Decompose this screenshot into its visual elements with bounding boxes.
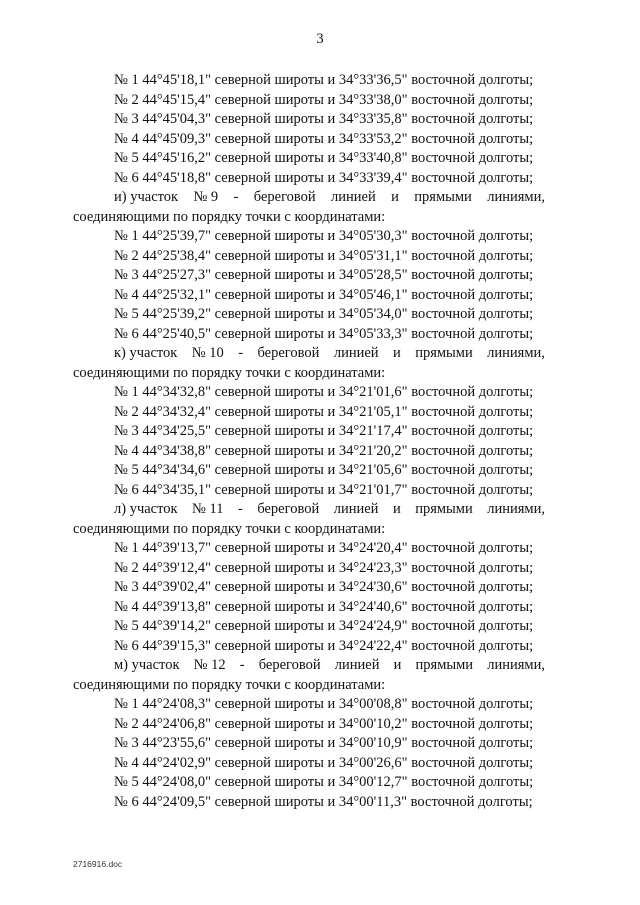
intro-word: линиями, bbox=[487, 189, 545, 205]
section-intro bbox=[73, 500, 545, 520]
coordinate-line: № 1 44°45'18,1" северной широты и 34°33'36,5" восточной долготы; bbox=[114, 72, 534, 88]
intro-word: линиями, bbox=[487, 345, 545, 361]
coordinate-line: № 5 44°25'39,2" северной широты и 34°05'34,0" восточной долготы; bbox=[114, 306, 534, 322]
section-intro-continuation: соединяющими по порядку точки с координатами: bbox=[73, 208, 386, 225]
intro-word: линией bbox=[333, 345, 379, 361]
coordinate-line: № 1 44°24'08,3" северной широты и 34°00'08,8" восточной долготы; bbox=[114, 696, 534, 712]
sections bbox=[73, 188, 545, 812]
intro-word: линией bbox=[334, 657, 380, 673]
intro-word: линией bbox=[333, 501, 379, 517]
intro-word: и bbox=[392, 501, 401, 517]
section-intro-continuation: соединяющими по порядку точки с координатами: bbox=[73, 520, 386, 537]
coordinate-line: № 4 44°34'38,8" северной широты и 34°21'20,2" восточной долготы; bbox=[114, 442, 534, 459]
coordinate-line: № 4 44°25'32,1" северной широты и 34°05'46,1" восточной долготы; bbox=[114, 286, 534, 303]
coordinate-line: № 3 44°45'04,3" северной широты и 34°33'35,8" восточной долготы; bbox=[114, 111, 534, 127]
intro-word: береговой bbox=[257, 501, 320, 517]
intro-word: - bbox=[239, 657, 245, 673]
intro-word: - bbox=[238, 345, 244, 361]
intro-word: прямыми bbox=[414, 189, 472, 205]
intro-word: и bbox=[393, 657, 402, 673]
coordinate-line: № 5 44°39'14,2" северной широты и 34°24'24,9" восточной долготы; bbox=[114, 618, 534, 634]
coordinate-line: № 4 44°24'02,9" северной широты и 34°00'26,6" восточной долготы; bbox=[114, 754, 534, 771]
intro-word: м) участок bbox=[114, 657, 180, 673]
section-intro bbox=[73, 344, 545, 364]
document-body bbox=[73, 71, 545, 812]
intro-word: № 9 bbox=[193, 189, 219, 205]
document-filename: 2716916.doc bbox=[73, 859, 123, 869]
intro-word: к) участок bbox=[114, 345, 178, 361]
coordinate-line: № 1 44°25'39,7" северной широты и 34°05'30,3" восточной долготы; bbox=[114, 228, 534, 244]
intro-word: прямыми bbox=[415, 501, 473, 517]
intro-word: - bbox=[237, 501, 243, 517]
coordinate-line: № 6 44°39'15,3" северной широты и 34°24'22,4" восточной долготы; bbox=[114, 637, 534, 654]
section-intro bbox=[73, 656, 545, 676]
coordinate-line: № 3 44°25'27,3" северной широты и 34°05'28,5" восточной долготы; bbox=[114, 267, 534, 283]
section-block bbox=[73, 344, 545, 500]
coordinate-line: № 2 44°45'15,4" северной широты и 34°33'38,0" восточной долготы; bbox=[114, 91, 534, 108]
intro-word: береговой bbox=[257, 345, 320, 361]
coordinate-line: № 2 44°39'12,4" северной широты и 34°24'23,3" восточной долготы; bbox=[114, 559, 534, 576]
intro-word: прямыми bbox=[415, 657, 474, 673]
intro-word: и bbox=[392, 345, 401, 361]
section-h-tail bbox=[73, 71, 545, 188]
coordinate-line: № 3 44°34'25,5" северной широты и 34°21'17,4" восточной долготы; bbox=[114, 423, 534, 439]
intro-word: № 11 bbox=[192, 501, 224, 517]
intro-word: линиями, bbox=[487, 657, 545, 673]
coordinate-line: № 1 44°34'32,8" северной широты и 34°21'01,6" восточной долготы; bbox=[114, 384, 534, 400]
coordinate-line: № 6 44°34'35,1" северной широты и 34°21'01,7" восточной долготы; bbox=[114, 481, 534, 498]
section-block bbox=[73, 500, 545, 656]
coordinate-line: № 2 44°25'38,4" северной широты и 34°05'31,1" восточной долготы; bbox=[114, 247, 534, 264]
section-intro-continuation: соединяющими по порядку точки с координатами: bbox=[73, 364, 386, 381]
intro-word: прямыми bbox=[415, 345, 473, 361]
intro-word: и) участок bbox=[114, 189, 179, 205]
intro-word: - bbox=[233, 189, 239, 205]
coordinate-line: № 5 44°34'34,6" северной широты и 34°21'05,6" восточной долготы; bbox=[114, 462, 534, 478]
intro-word: № 12 bbox=[193, 657, 226, 673]
section-intro bbox=[73, 188, 545, 208]
coordinate-line: № 3 44°39'02,4" северной широты и 34°24'30,6" восточной долготы; bbox=[114, 579, 534, 595]
coordinate-line: № 5 44°24'08,0" северной широты и 34°00'12,7" восточной долготы; bbox=[114, 774, 534, 790]
coordinate-line: № 2 44°24'06,8" северной широты и 34°00'10,2" восточной долготы; bbox=[114, 715, 534, 732]
coordinate-line: № 6 44°24'09,5" северной широты и 34°00'11,3" восточной долготы; bbox=[114, 793, 533, 810]
coordinate-line: № 4 44°45'09,3" северной широты и 34°33'53,2" восточной долготы; bbox=[114, 130, 534, 147]
coordinate-line: № 6 44°25'40,5" северной широты и 34°05'33,3" восточной долготы; bbox=[114, 325, 534, 342]
coordinate-line: № 2 44°34'32,4" северной широты и 34°21'05,1" восточной долготы; bbox=[114, 403, 534, 420]
coordinate-line: № 4 44°39'13,8" северной широты и 34°24'40,6" восточной долготы; bbox=[114, 598, 534, 615]
coordinate-line: № 3 44°23'55,6" северной широты и 34°00'10,9" восточной долготы; bbox=[114, 735, 534, 751]
coordinate-line: № 1 44°39'13,7" северной широты и 34°24'20,4" восточной долготы; bbox=[114, 540, 534, 556]
coordinate-line: № 6 44°45'18,8" северной широты и 34°33'39,4" восточной долготы; bbox=[114, 169, 534, 186]
coordinate-line: № 5 44°45'16,2" северной широты и 34°33'40,8" восточной долготы; bbox=[114, 150, 534, 166]
intro-word: линией bbox=[331, 189, 376, 205]
page-number: 3 bbox=[316, 31, 324, 47]
intro-word: береговой bbox=[253, 189, 316, 205]
intro-word: л) участок bbox=[114, 501, 178, 517]
section-block bbox=[73, 656, 545, 812]
section-block bbox=[73, 188, 545, 344]
section-intro-continuation: соединяющими по порядку точки с координатами: bbox=[73, 676, 386, 693]
intro-word: линиями, bbox=[487, 501, 545, 517]
intro-word: и bbox=[391, 189, 399, 205]
intro-word: № 10 bbox=[191, 345, 224, 361]
intro-word: береговой bbox=[258, 657, 321, 673]
